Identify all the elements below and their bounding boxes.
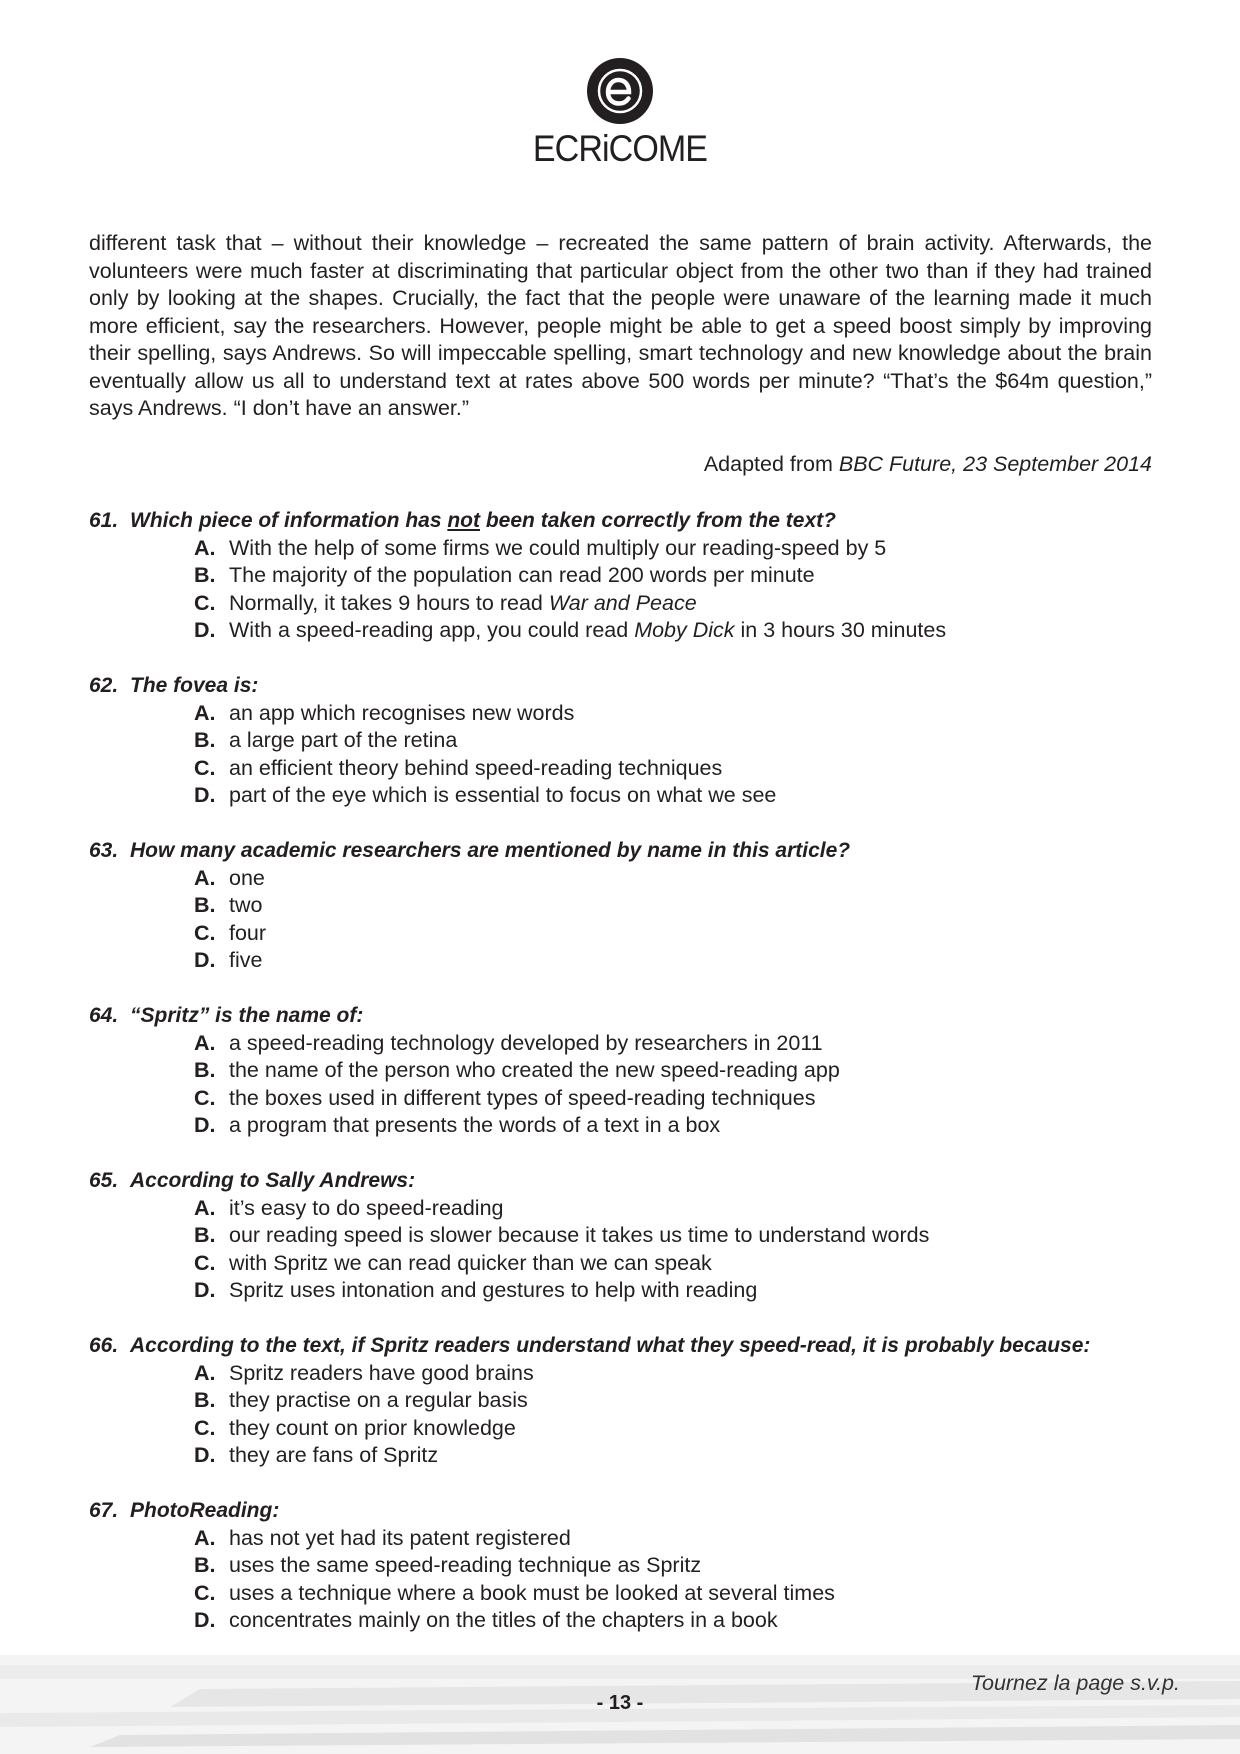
option-text-end: in 3 hours 30 minutes bbox=[734, 618, 947, 642]
question-62 bbox=[89, 672, 1189, 810]
option-text: uses a technique where a book must be looked at several times bbox=[229, 1580, 835, 1605]
option-text: uses the same speed-reading technique as Spritz bbox=[229, 1553, 702, 1577]
source-title: BBC Future, 23 September 2014 bbox=[838, 452, 1152, 476]
option-letter: C. bbox=[194, 1415, 216, 1440]
option-letter: B. bbox=[194, 1553, 216, 1577]
option-text: Normally, it takes 9 hours to read bbox=[229, 590, 549, 615]
option-b bbox=[89, 562, 1189, 590]
option-letter: A. bbox=[194, 1030, 216, 1055]
logo-wordmark: ECRiCOME bbox=[532, 128, 708, 169]
question-stem bbox=[89, 1002, 1189, 1030]
article-source bbox=[452, 451, 1152, 478]
option-text: a speed-reading technology developed by researchers in 2011 bbox=[229, 1030, 823, 1055]
stem-underlined: not bbox=[447, 509, 481, 532]
question-63 bbox=[89, 837, 1189, 975]
option-b bbox=[89, 1552, 1189, 1580]
article-continuation: different task that – without their knowledge – recreated the same pattern of brain activity. Afterwards, the volunteers were much faster at discriminating that particular object from the other two than if they had trained only by looking at the shapes. Crucially, the fact that the people were unaware of the learning made it much more efficient, say the researchers. However, people might be able to get a speed boost simply by improving their spelling, says Andrews. So will impeccable spelling, smart technology and new knowledge about the brain eventually allow us all to understand text at rates above 500 words per minute? “That’s the $64m question,” says Andrews. “I don’t have an answer.” bbox=[89, 231, 1152, 420]
option-a bbox=[89, 700, 1189, 728]
option-text: a large part of the retina bbox=[229, 728, 458, 752]
source-prefix: Adapted from bbox=[703, 452, 839, 476]
page-number: - 13 - bbox=[596, 1692, 644, 1714]
option-letter: D. bbox=[194, 1608, 216, 1632]
option-d bbox=[89, 1442, 1189, 1470]
question-stem bbox=[89, 507, 1189, 535]
option-letter: A. bbox=[194, 1360, 216, 1385]
option-letter: B. bbox=[194, 1223, 216, 1247]
option-a bbox=[89, 1195, 1189, 1223]
option-d bbox=[89, 1112, 1189, 1140]
question-number: 63. bbox=[89, 839, 119, 862]
option-text: one bbox=[229, 865, 265, 890]
option-letter: A. bbox=[194, 1195, 216, 1220]
option-b bbox=[89, 1057, 1189, 1085]
stem-text: The fovea is: bbox=[130, 674, 259, 697]
option-b bbox=[89, 1222, 1189, 1250]
option-letter: A. bbox=[194, 1525, 216, 1550]
option-d bbox=[89, 617, 1189, 645]
option-letter: C. bbox=[194, 590, 216, 615]
option-letter: A. bbox=[194, 865, 216, 890]
question-list bbox=[89, 507, 1189, 1662]
option-text: a program that presents the words of a text in a box bbox=[229, 1113, 721, 1137]
option-letter: D. bbox=[194, 1278, 216, 1302]
option-letter: D. bbox=[194, 618, 216, 642]
option-text: our reading speed is slower because it takes us time to understand words bbox=[229, 1223, 930, 1247]
option-text: an app which recognises new words bbox=[229, 700, 575, 725]
option-b bbox=[89, 727, 1189, 755]
question-number: 66. bbox=[89, 1334, 119, 1357]
option-letter: C. bbox=[194, 920, 216, 945]
option-letter: D. bbox=[194, 948, 216, 972]
question-number: 61. bbox=[89, 509, 119, 532]
question-stem bbox=[89, 1332, 1189, 1360]
option-text: With the help of some firms we could multiply our reading-speed by 5 bbox=[229, 535, 887, 560]
stem-text: How many academic researchers are mentioned by name in this article? bbox=[130, 839, 851, 862]
option-letter: D. bbox=[194, 1443, 216, 1467]
option-c bbox=[89, 920, 1189, 948]
book-title: War and Peace bbox=[548, 590, 697, 615]
option-d bbox=[89, 782, 1189, 810]
option-letter: A. bbox=[194, 535, 216, 560]
option-text: two bbox=[229, 893, 263, 917]
question-61 bbox=[89, 507, 1189, 645]
option-text: has not yet had its patent registered bbox=[229, 1525, 571, 1550]
question-66 bbox=[89, 1332, 1189, 1470]
option-text: they are fans of Spritz bbox=[229, 1443, 439, 1467]
question-number: 65. bbox=[89, 1169, 119, 1192]
option-a bbox=[89, 865, 1189, 893]
option-letter: D. bbox=[194, 783, 216, 807]
option-letter: B. bbox=[194, 1058, 216, 1082]
turn-page-note: Tournez la page s.v.p. bbox=[970, 1671, 1180, 1695]
stem-text: According to the text, if Spritz readers understand what they speed-read, it is probably because: bbox=[130, 1334, 1091, 1357]
option-b bbox=[89, 1387, 1189, 1415]
stem-text: “Spritz” is the name of: bbox=[130, 1004, 364, 1027]
option-text: With a speed-reading app, you could read bbox=[229, 618, 635, 642]
question-67 bbox=[89, 1497, 1189, 1635]
option-text: they practise on a regular basis bbox=[229, 1388, 528, 1412]
question-stem bbox=[89, 1497, 1189, 1525]
option-text: Spritz readers have good brains bbox=[229, 1360, 534, 1385]
option-a bbox=[89, 1525, 1189, 1553]
option-text: the name of the person who created the new speed-reading app bbox=[229, 1058, 840, 1082]
option-c bbox=[89, 1580, 1189, 1608]
question-stem bbox=[89, 837, 1189, 865]
option-c bbox=[89, 1415, 1189, 1443]
option-d bbox=[89, 947, 1189, 975]
question-number: 67. bbox=[89, 1499, 119, 1522]
stem-text: PhotoReading: bbox=[130, 1499, 280, 1522]
option-a bbox=[89, 535, 1189, 563]
ecricome-logo bbox=[0, 58, 1240, 170]
option-c bbox=[89, 1250, 1189, 1278]
question-number: 64. bbox=[89, 1004, 119, 1027]
question-64 bbox=[89, 1002, 1189, 1140]
option-text: The majority of the population can read 200 words per minute bbox=[229, 563, 815, 587]
option-a bbox=[89, 1030, 1189, 1058]
option-text: the boxes used in different types of speed-reading techniques bbox=[229, 1085, 816, 1110]
option-c bbox=[89, 755, 1189, 783]
option-c bbox=[89, 590, 1189, 618]
option-a bbox=[89, 1360, 1189, 1388]
option-text: they count on prior knowledge bbox=[229, 1415, 516, 1440]
option-text: four bbox=[229, 920, 267, 945]
option-letter: D. bbox=[194, 1113, 216, 1137]
question-65 bbox=[89, 1167, 1189, 1305]
option-letter: B. bbox=[194, 893, 216, 917]
option-letter: C. bbox=[194, 755, 216, 780]
option-letter: C. bbox=[194, 1250, 216, 1275]
ecricome-emblem-icon bbox=[587, 58, 653, 124]
question-number: 62. bbox=[89, 674, 119, 697]
option-b bbox=[89, 892, 1189, 920]
option-letter: C. bbox=[194, 1085, 216, 1110]
book-title: Moby Dick bbox=[634, 618, 735, 642]
option-text: five bbox=[229, 948, 263, 972]
option-text: with Spritz we can read quicker than we can speak bbox=[229, 1250, 712, 1275]
option-text: it’s easy to do speed-reading bbox=[229, 1195, 504, 1220]
option-letter: C. bbox=[194, 1580, 216, 1605]
option-letter: B. bbox=[194, 1388, 216, 1412]
stem-part-2: been taken correctly from the text? bbox=[480, 509, 836, 532]
stem-text: According to Sally Andrews: bbox=[130, 1169, 416, 1192]
option-text: part of the eye which is essential to focus on what we see bbox=[229, 783, 777, 807]
question-stem bbox=[89, 672, 1189, 700]
option-d bbox=[89, 1607, 1189, 1635]
option-letter: B. bbox=[194, 728, 216, 752]
option-text: Spritz uses intonation and gestures to help with reading bbox=[229, 1278, 758, 1302]
question-stem bbox=[89, 1167, 1189, 1195]
option-c bbox=[89, 1085, 1189, 1113]
stem-part-1: Which piece of information has bbox=[130, 509, 448, 532]
option-d bbox=[89, 1277, 1189, 1305]
option-letter: B. bbox=[194, 563, 216, 587]
option-text: an efficient theory behind speed-reading techniques bbox=[229, 755, 723, 780]
option-text: concentrates mainly on the titles of the chapters in a book bbox=[229, 1608, 778, 1632]
option-letter: A. bbox=[194, 700, 216, 725]
